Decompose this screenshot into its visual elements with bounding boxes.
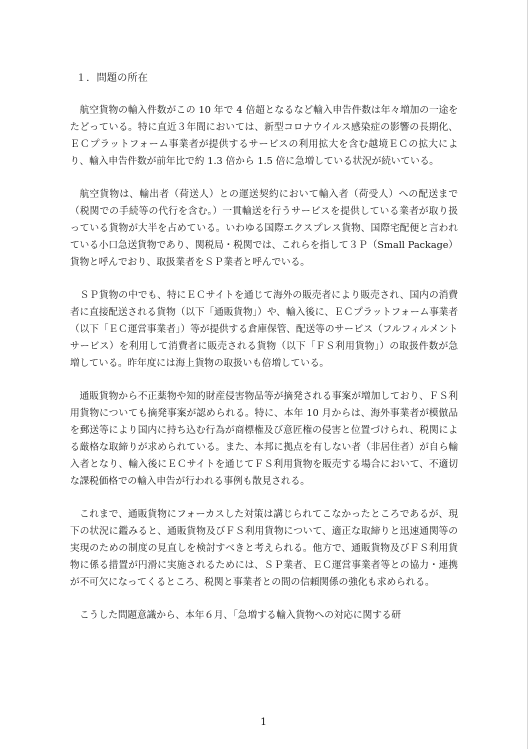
page-number: 1 xyxy=(260,717,267,728)
paragraph-3: ＳＰ貨物の中でも、特にＥＣサイトを通じて海外の販売者により販売され、国内の消費者に直接配送される貨物（以下「通販貨物」）や、輸入後に、ＥＣプラットフォーム事業者（以下「ＥＣ運営事業者」）等が提供する倉庫保管、配送等のサービス（フルフィルメントサービス）を利用して消費者に販売される貨物（以下「ＦＳ利用貨物」）の取扱件数が急増している。昨年度には海上貨物の取扱いも倍増している。 xyxy=(70,290,458,369)
document-body xyxy=(70,72,458,640)
paragraph-5: これまで、通販貨物にフォーカスした対策は講じられてこなかったところであるが、現下の状況に鑑みると、通販貨物及びＦＳ利用貨物について、適正な取締りと迅速通関等の実現のための制度の見直しを検討すべきと考えられる。他方で、通販貨物及びＦＳ利用貨物に係る措置が円滑に実施されるためには、ＳＰ業者、ＥＣ運営事業者等との協力・連携が不可欠になってくるところ、税関と事業者との間の信頼関係の強化も求められる。 xyxy=(70,509,458,588)
paragraph-1: 航空貨物の輸入件数がこの 10 年で 4 倍超となるなど輸入申告件数は年々増加の一途をたどっている。特に直近３年間においては、新型コロナウイルス感染症の影響の長期化、ＥＣプラットフォーム事業者が提供するサービスの利用拡大を含む越境ＥＣの拡大により、輸入申告件数が前年比で約 1.3 倍から 1.5 倍に急増している状況が続いている。 xyxy=(70,105,458,167)
paragraph-6: こうした問題意識から、本年６月、「急増する輸入貨物への対応に関する研 xyxy=(79,610,401,621)
section-heading: １．問題の所在 xyxy=(76,73,149,84)
paragraph-4: 通販貨物から不正薬物や知的財産侵害物品等が摘発される事案が増加しており、ＦＳ利用貨物についても摘発事案が認められる。特に、本年 10 月からは、海外事業者が模倣品を郵送等により国内に持ち込む行為が商標権及び意匠権の侵害と位置づけられ、税関による厳格な取締りが求められている。また、本邦に拠点を有しない者（非居住者）が自ら輸入者となり、輸入後にＥＣサイトを通じてＦＳ利用貨物を販売する場合において、不適切な課税価格での輸入申告が行われる事例も散見される。 xyxy=(70,391,458,487)
paragraph-2: 航空貨物は、輸出者（荷送人）との運送契約において輸入者（荷受人）への配送まで（税関での手続等の代行を含む。）一貫輸送を行うサービスを提供している業者が取り扱っている貨物が大半を占めている。いわゆる国際エクスプレス貨物、国際宅配便と言われている小口急送貨物であり、関税局・税関では、これらを指して３Ｐ（Small Package）貨物と呼んでおり、取扱業者をＳＰ業者と呼んでいる。 xyxy=(70,189,458,268)
